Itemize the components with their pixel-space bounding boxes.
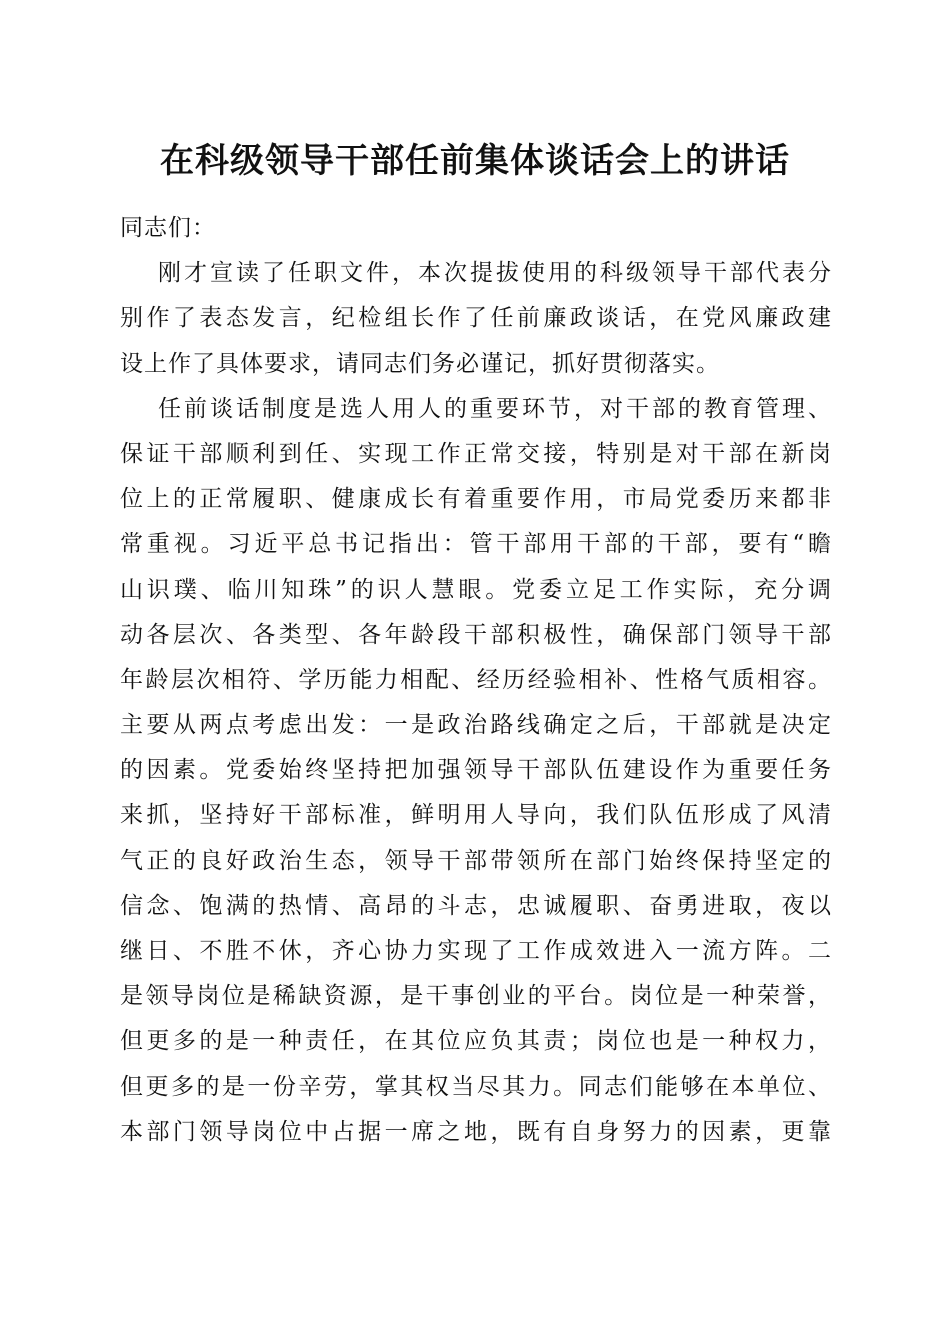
- paragraph-line: 的因素。党委始终坚持把加强领导干部队伍建设作为重要任务: [120, 757, 832, 784]
- paragraph-line: 位上的正常履职、健康成长有着重要作用，市局党委历来都非: [120, 486, 832, 513]
- paragraph-line: 信念、饱满的热情、高昂的斗志，忠诚履职、奋勇进取，夜以: [120, 892, 832, 919]
- paragraph-line: 但更多的是一种责任，在其位应负其责；岗位也是一种权力，: [120, 1028, 832, 1055]
- salutation: 同志们：: [120, 215, 216, 241]
- paragraph-line: 继日、不胜不休，齐心协力实现了工作成效进入一流方阵。二: [120, 938, 832, 964]
- paragraph-line: 主要从两点考虑出发：一是政治路线确定之后，干部就是决定: [120, 712, 832, 739]
- paragraph-line: 但更多的是一份辛劳，掌其权当尽其力。同志们能够在本单位、: [120, 1073, 832, 1100]
- paragraph-line: 来抓，坚持好干部标准，鲜明用人导向，我们队伍形成了风清: [120, 802, 832, 829]
- paragraph-line: 常重视。习近平总书记指出：管干部用干部的干部，要有“瞻: [120, 531, 832, 558]
- paragraph-line: 是领导岗位是稀缺资源，是干事创业的平台。岗位是一种荣誉，: [120, 983, 832, 1010]
- paragraph-line: 刚才宣读了任职文件，本次提拔使用的科级领导干部代表分: [158, 260, 832, 287]
- paragraph-line: 本部门领导岗位中占据一席之地，既有自身努力的因素，更靠: [120, 1118, 832, 1145]
- paragraph-line: 别作了表态发言，纪检组长作了任前廉政谈话，在党风廉政建: [120, 305, 832, 332]
- paragraph-line: 动各层次、各类型、各年龄段干部积极性，确保部门领导干部: [120, 621, 832, 648]
- paragraph-line: 年龄层次相符、学历能力相配、经历经验相补、性格气质相容。: [120, 666, 832, 693]
- paragraph-line: 保证干部顺利到任、实现工作正常交接，特别是对干部在新岗: [120, 440, 832, 467]
- paragraph-line: 山识璞、临川知珠”的识人慧眼。党委立足工作实际，充分调: [120, 576, 832, 603]
- paragraph-line: 气正的良好政治生态，领导干部带领所在部门始终保持坚定的: [120, 847, 832, 874]
- paragraph-line: 任前谈话制度是选人用人的重要环节，对干部的教育管理、: [158, 395, 832, 422]
- document-title: 在科级领导干部任前集体谈话会上的讲话: [160, 141, 790, 181]
- document-body: [120, 206, 832, 1155]
- paragraph-line: 设上作了具体要求，请同志们务必谨记，抓好贯彻落实。: [120, 350, 720, 377]
